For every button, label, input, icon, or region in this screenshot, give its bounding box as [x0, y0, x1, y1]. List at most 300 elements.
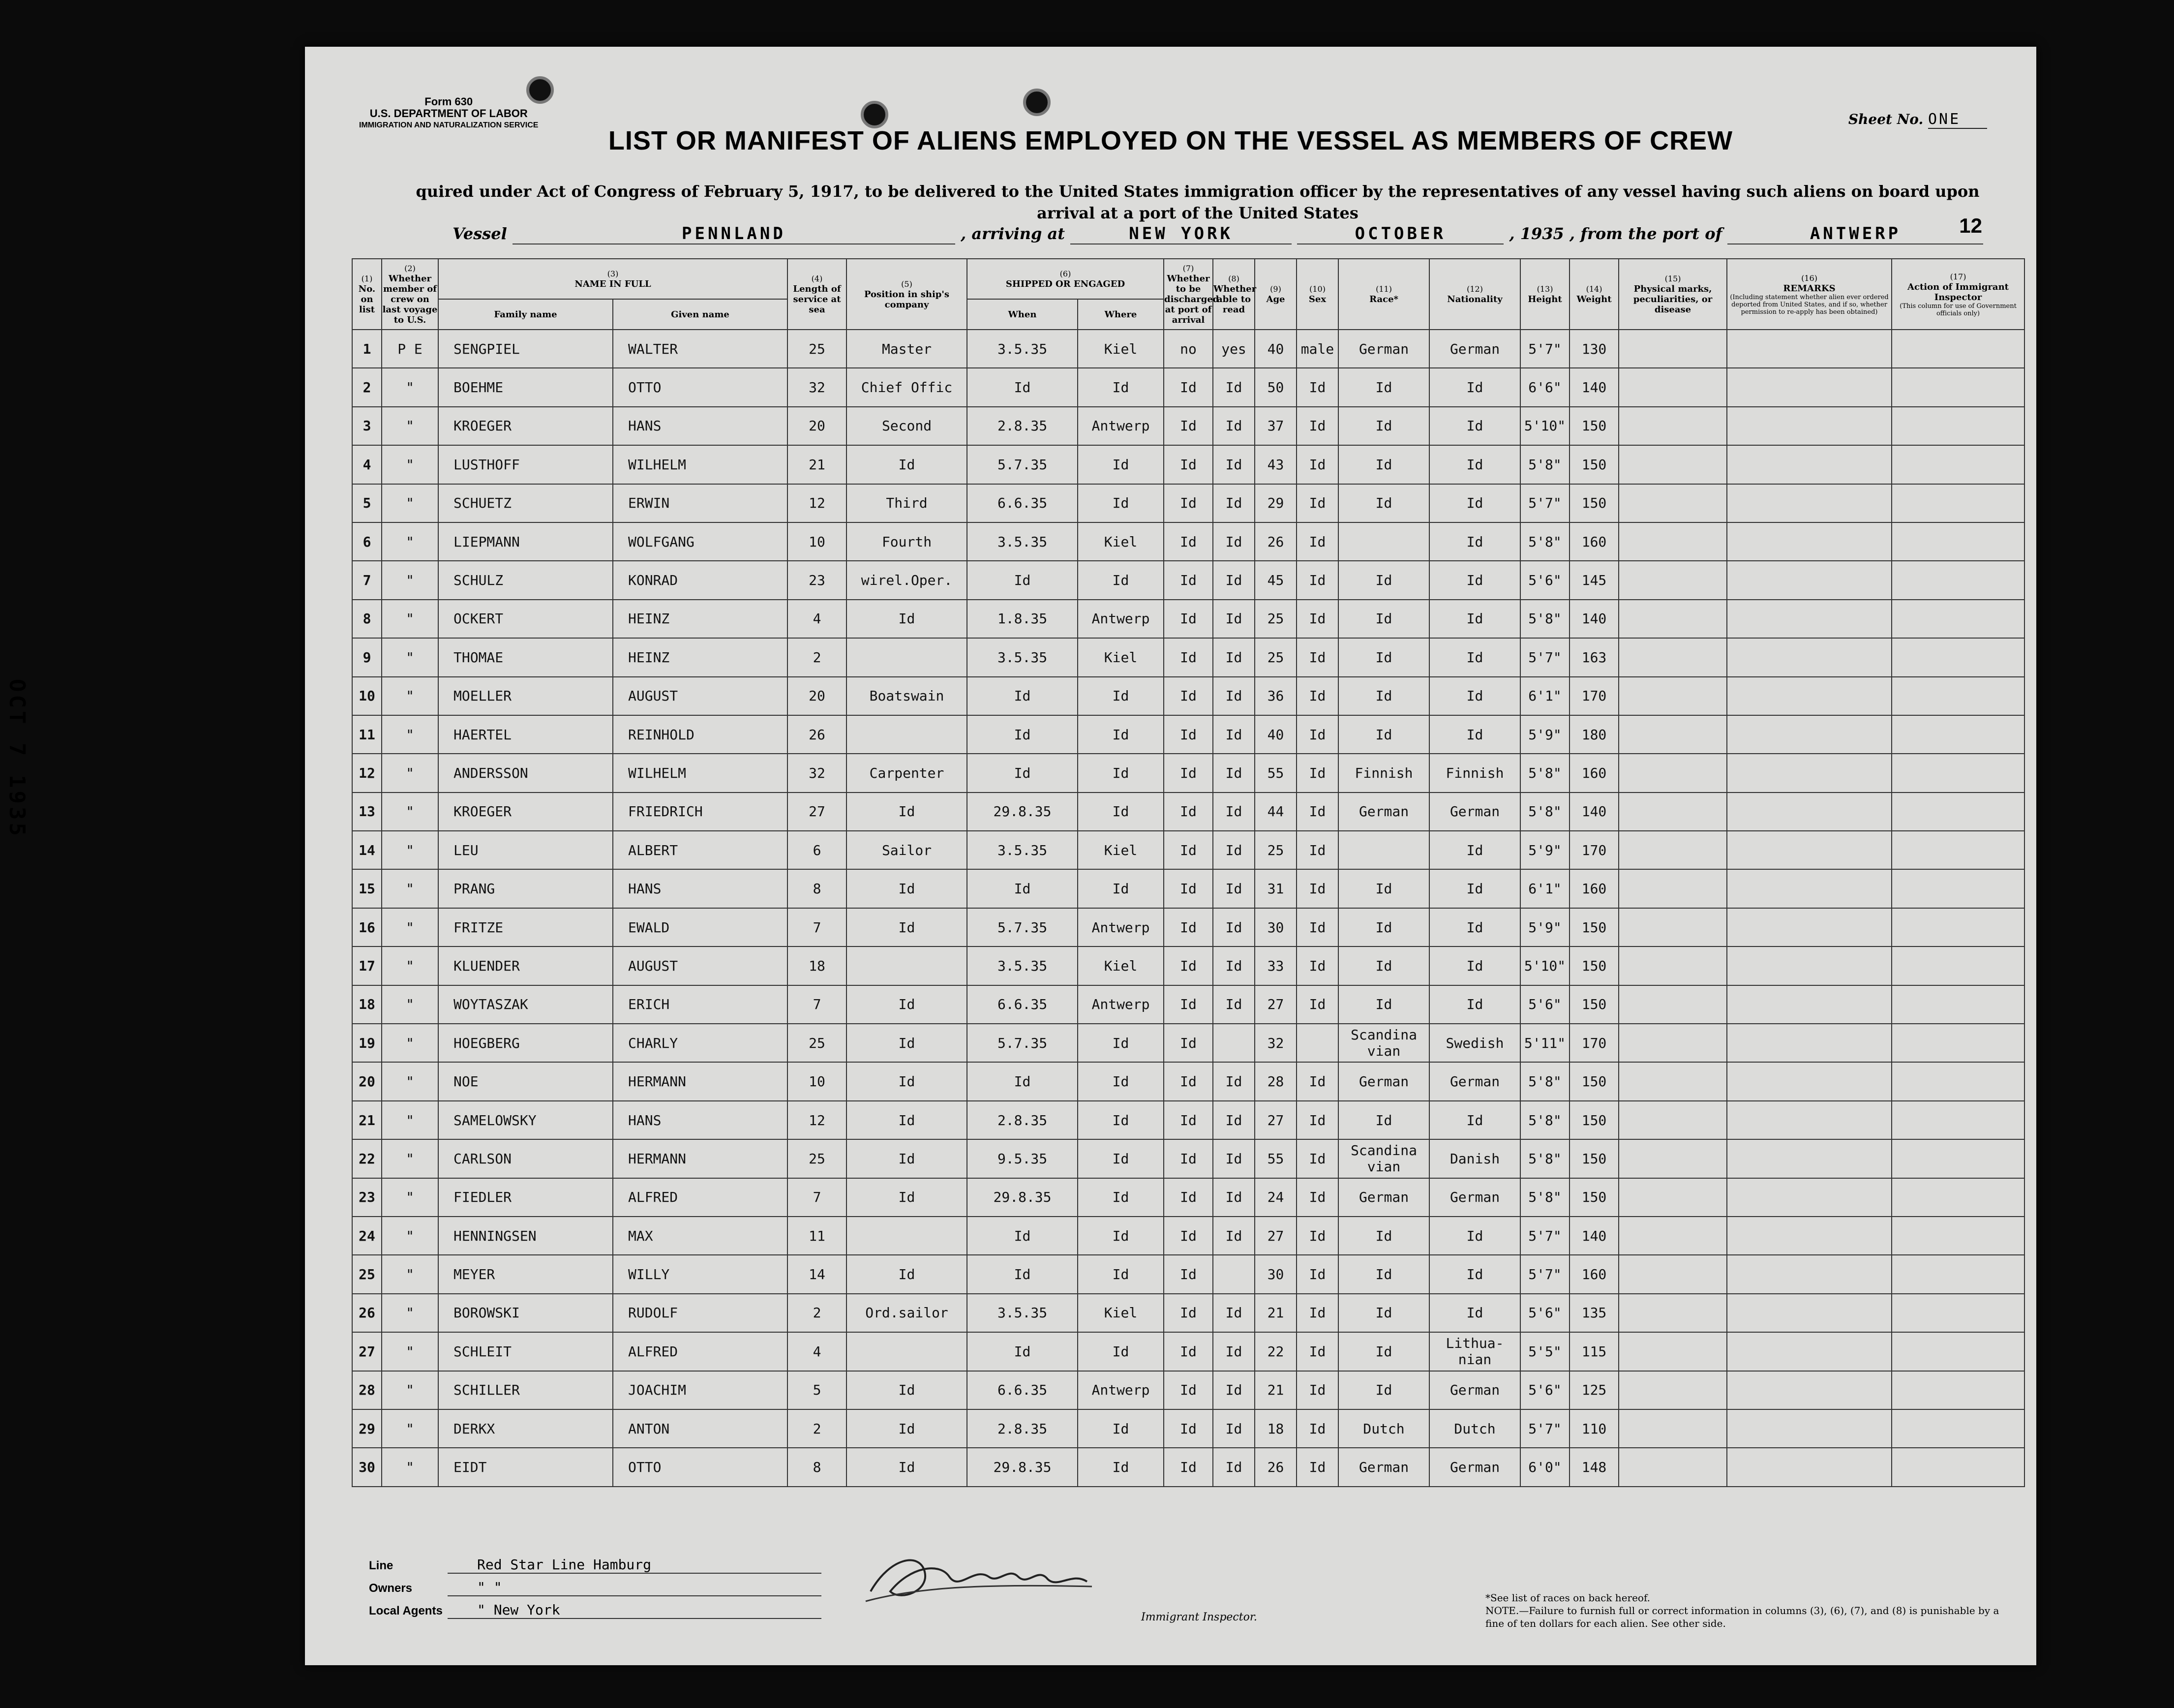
cell-race: German — [1338, 330, 1429, 368]
cell-given: AUGUST — [613, 946, 787, 985]
cell-prev: " — [382, 522, 438, 561]
cell-where: Antwerp — [1078, 407, 1164, 445]
cell-remarks — [1727, 638, 1892, 676]
cell-sex: Id — [1297, 985, 1338, 1024]
cell-when: 3.5.35 — [967, 1294, 1078, 1332]
cell-nationality: German — [1429, 1371, 1520, 1409]
cell-race: Finnish — [1338, 754, 1429, 792]
cell-action — [1892, 1294, 2024, 1332]
cell-service: 25 — [787, 1139, 846, 1178]
cell-height: 5'9" — [1520, 715, 1570, 754]
cell-where: Kiel — [1078, 946, 1164, 985]
table-row — [352, 1024, 2024, 1062]
cell-no: 24 — [352, 1217, 382, 1255]
cell-when: Id — [967, 1062, 1078, 1100]
cell-sex: Id — [1297, 869, 1338, 908]
cell-race: Id — [1338, 561, 1429, 599]
cell-no: 23 — [352, 1178, 382, 1217]
cell-age: 44 — [1255, 793, 1297, 831]
cell-nationality: Id — [1429, 1294, 1520, 1332]
cell-given: WILHELM — [613, 445, 787, 484]
cell-height: 5'6" — [1520, 1294, 1570, 1332]
cell-marks — [1619, 1332, 1727, 1371]
cell-action — [1892, 1024, 2024, 1062]
cell-age: 30 — [1255, 908, 1297, 946]
cell-weight: 160 — [1570, 1255, 1619, 1293]
cell-weight: 140 — [1570, 793, 1619, 831]
cell-weight: 150 — [1570, 1062, 1619, 1100]
table-row — [352, 1139, 2024, 1178]
cell-sex: Id — [1297, 638, 1338, 676]
table-row — [352, 831, 2024, 869]
cell-weight: 160 — [1570, 754, 1619, 792]
cell-prev: " — [382, 1448, 438, 1486]
cell-discharged: Id — [1164, 368, 1213, 406]
cell-weight: 140 — [1570, 1217, 1619, 1255]
cell-age: 33 — [1255, 946, 1297, 985]
cell-race: Id — [1338, 677, 1429, 715]
cell-read: Id — [1213, 368, 1255, 406]
cell-prev: " — [382, 484, 438, 522]
cell-position: Fourth — [846, 522, 967, 561]
cell-sex: Id — [1297, 1217, 1338, 1255]
cell-service: 8 — [787, 1448, 846, 1486]
cell-race: German — [1338, 1062, 1429, 1100]
cell-nationality: Id — [1429, 1101, 1520, 1139]
cell-remarks — [1727, 831, 1892, 869]
cell-height: 5'8" — [1520, 793, 1570, 831]
cell-prev: " — [382, 1409, 438, 1448]
cell-weight: 150 — [1570, 484, 1619, 522]
cell-where: Id — [1078, 754, 1164, 792]
cell-when: 5.7.35 — [967, 1024, 1078, 1062]
cell-height: 5'7" — [1520, 484, 1570, 522]
cell-read: Id — [1213, 677, 1255, 715]
cell-height: 5'9" — [1520, 908, 1570, 946]
cell-action — [1892, 1332, 2024, 1371]
cell-position: Id — [846, 869, 967, 908]
cell-action — [1892, 638, 2024, 676]
cell-where: Antwerp — [1078, 1371, 1164, 1409]
cell-position: Id — [846, 1024, 967, 1062]
cell-race — [1338, 831, 1429, 869]
cell-remarks — [1727, 1294, 1892, 1332]
page-number: 12 — [1959, 214, 1982, 237]
cell-given: HANS — [613, 869, 787, 908]
cell-weight: 135 — [1570, 1294, 1619, 1332]
cell-discharged: Id — [1164, 1332, 1213, 1371]
cell-action — [1892, 1062, 2024, 1100]
vessel-label: Vessel — [453, 224, 507, 243]
cell-race: Id — [1338, 368, 1429, 406]
cell-position: Carpenter — [846, 754, 967, 792]
cell-remarks — [1727, 1255, 1892, 1293]
cell-sex: Id — [1297, 1371, 1338, 1409]
cell-weight: 140 — [1570, 600, 1619, 638]
cell-age: 28 — [1255, 1062, 1297, 1100]
cell-no: 1 — [352, 330, 382, 368]
cell-marks — [1619, 1255, 1727, 1293]
cell-when: 2.8.35 — [967, 407, 1078, 445]
cell-when: 29.8.35 — [967, 1448, 1078, 1486]
cell-position: Id — [846, 985, 967, 1024]
crew-table — [352, 258, 2025, 1487]
cell-remarks — [1727, 368, 1892, 406]
cell-race: Id — [1338, 407, 1429, 445]
service: IMMIGRATION AND NATURALIZATION SERVICE — [359, 121, 539, 129]
cell-height: 5'10" — [1520, 407, 1570, 445]
cell-discharged: Id — [1164, 561, 1213, 599]
cell-discharged: Id — [1164, 1294, 1213, 1332]
inspector-label: Immigrant Inspector. — [1141, 1611, 1257, 1623]
col-shipped-header: (6) SHIPPED OR ENGAGED — [967, 259, 1164, 299]
cell-race: Id — [1338, 1332, 1429, 1371]
cell-family: HOEGBERG — [438, 1024, 613, 1062]
cell-prev: " — [382, 1139, 438, 1178]
cell-nationality: Id — [1429, 715, 1520, 754]
cell-age: 43 — [1255, 445, 1297, 484]
cell-read: Id — [1213, 1409, 1255, 1448]
cell-age: 32 — [1255, 1024, 1297, 1062]
cell-given: OTTO — [613, 1448, 787, 1486]
cell-sex: Id — [1297, 1294, 1338, 1332]
cell-family: PRANG — [438, 869, 613, 908]
cell-given: HANS — [613, 1101, 787, 1139]
cell-when: Id — [967, 561, 1078, 599]
table-row — [352, 638, 2024, 676]
cell-when: 2.8.35 — [967, 1101, 1078, 1139]
cell-discharged: Id — [1164, 522, 1213, 561]
cell-action — [1892, 407, 2024, 445]
cell-marks — [1619, 831, 1727, 869]
cell-position: Second — [846, 407, 967, 445]
cell-action — [1892, 908, 2024, 946]
cell-age: 29 — [1255, 484, 1297, 522]
table-row — [352, 1101, 2024, 1139]
cell-remarks — [1727, 1178, 1892, 1217]
cell-height: 5'10" — [1520, 946, 1570, 985]
cell-race: Id — [1338, 600, 1429, 638]
cell-sex — [1297, 1024, 1338, 1062]
cell-discharged: Id — [1164, 638, 1213, 676]
cell-discharged: Id — [1164, 484, 1213, 522]
cell-discharged: Id — [1164, 946, 1213, 985]
arrival-date: OCTOBER — [1297, 224, 1504, 244]
col-action-header: (17) Action of Immigrant Inspector (This column for use of Government officials only) — [1892, 259, 2024, 330]
cell-discharged: Id — [1164, 600, 1213, 638]
cell-prev: " — [382, 946, 438, 985]
col-no-header: (1) No. on list — [352, 259, 382, 330]
cell-marks — [1619, 985, 1727, 1024]
cell-read: Id — [1213, 600, 1255, 638]
cell-service: 4 — [787, 600, 846, 638]
cell-action — [1892, 831, 2024, 869]
cell-discharged: Id — [1164, 1255, 1213, 1293]
cell-height: 5'8" — [1520, 1101, 1570, 1139]
cell-service: 11 — [787, 1217, 846, 1255]
cell-race: Scandina vian — [1338, 1024, 1429, 1062]
cell-action — [1892, 600, 2024, 638]
cell-marks — [1619, 638, 1727, 676]
cell-weight: 170 — [1570, 1024, 1619, 1062]
cell-sex: Id — [1297, 368, 1338, 406]
cell-marks — [1619, 908, 1727, 946]
cell-prev: " — [382, 1101, 438, 1139]
cell-sex: male — [1297, 330, 1338, 368]
cell-no: 8 — [352, 600, 382, 638]
cell-marks — [1619, 445, 1727, 484]
table-row — [352, 330, 2024, 368]
cell-weight: 170 — [1570, 677, 1619, 715]
cell-action — [1892, 1448, 2024, 1486]
cell-discharged: Id — [1164, 1139, 1213, 1178]
cell-marks — [1619, 330, 1727, 368]
cell-no: 14 — [352, 831, 382, 869]
cell-family: EIDT — [438, 1448, 613, 1486]
cell-where: Kiel — [1078, 330, 1164, 368]
cell-given: KONRAD — [613, 561, 787, 599]
cell-sex: Id — [1297, 1101, 1338, 1139]
cell-marks — [1619, 1448, 1727, 1486]
cell-given: FRIEDRICH — [613, 793, 787, 831]
cell-discharged: Id — [1164, 754, 1213, 792]
cell-given: WOLFGANG — [613, 522, 787, 561]
cell-prev: " — [382, 1217, 438, 1255]
inspector-signature — [861, 1537, 1097, 1611]
cell-prev: " — [382, 1332, 438, 1371]
cell-marks — [1619, 754, 1727, 792]
cell-where: Id — [1078, 445, 1164, 484]
cell-action — [1892, 445, 2024, 484]
cell-no: 25 — [352, 1255, 382, 1293]
cell-family: SCHLEIT — [438, 1332, 613, 1371]
cell-remarks — [1727, 1448, 1892, 1486]
cell-weight: 160 — [1570, 522, 1619, 561]
cell-service: 7 — [787, 908, 846, 946]
cell-remarks — [1727, 908, 1892, 946]
cell-family: KROEGER — [438, 407, 613, 445]
cell-marks — [1619, 869, 1727, 908]
cell-given: ERWIN — [613, 484, 787, 522]
cell-remarks — [1727, 1024, 1892, 1062]
col-family-header: Family name — [438, 299, 613, 330]
owners-label: Owners — [369, 1582, 413, 1595]
from-port: ANTWERP — [1727, 224, 1983, 244]
cell-when: 29.8.35 — [967, 1178, 1078, 1217]
table-row — [352, 445, 2024, 484]
cell-when: 6.6.35 — [967, 1371, 1078, 1409]
col-name-header: (3) NAME IN FULL — [438, 259, 787, 299]
cell-position: Master — [846, 330, 967, 368]
penalty-note: NOTE.—Failure to furnish full or correct information in columns (3), (6), (7), and (8) is punishable by a fine of ten dollars for each alien. See other side. — [1485, 1605, 1999, 1629]
agents-label: Local Agents — [369, 1604, 443, 1617]
cell-discharged: Id — [1164, 1062, 1213, 1100]
vessel-name: PENNLAND — [513, 224, 955, 244]
cell-given: CHARLY — [613, 1024, 787, 1062]
cell-family: HAERTEL — [438, 715, 613, 754]
cell-prev: " — [382, 793, 438, 831]
col-nationality-header: (12) Nationality — [1429, 259, 1520, 330]
cell-age: 50 — [1255, 368, 1297, 406]
footer-notes — [1485, 1591, 2002, 1630]
cell-nationality: Id — [1429, 522, 1520, 561]
cell-position: Id — [846, 1139, 967, 1178]
cell-where: Id — [1078, 561, 1164, 599]
cell-nationality: Id — [1429, 600, 1520, 638]
line-value: Red Star Line Hamburg — [448, 1556, 821, 1574]
cell-action — [1892, 985, 2024, 1024]
document-title: LIST OR MANIFEST OF ALIENS EMPLOYED ON THE VESSEL AS MEMBERS OF CREW — [608, 126, 1733, 155]
cell-when: Id — [967, 1217, 1078, 1255]
cell-given: ANTON — [613, 1409, 787, 1448]
cell-marks — [1619, 1139, 1727, 1178]
cell-position: Id — [846, 600, 967, 638]
cell-family: HENNINGSEN — [438, 1217, 613, 1255]
cell-read — [1213, 1255, 1255, 1293]
cell-weight: 150 — [1570, 1101, 1619, 1139]
cell-family: BOROWSKI — [438, 1294, 613, 1332]
cell-position — [846, 1217, 967, 1255]
cell-sex: Id — [1297, 1448, 1338, 1486]
cell-where: Id — [1078, 1217, 1164, 1255]
cell-when: 9.5.35 — [967, 1139, 1078, 1178]
cell-read: Id — [1213, 1101, 1255, 1139]
table-row — [352, 1062, 2024, 1100]
cell-read: Id — [1213, 869, 1255, 908]
cell-prev: " — [382, 368, 438, 406]
cell-prev: " — [382, 407, 438, 445]
cell-no: 16 — [352, 908, 382, 946]
cell-height: 5'7" — [1520, 330, 1570, 368]
cell-remarks — [1727, 1217, 1892, 1255]
cell-discharged: Id — [1164, 1101, 1213, 1139]
table-row — [352, 1178, 2024, 1217]
cell-nationality: Swedish — [1429, 1024, 1520, 1062]
cell-remarks — [1727, 715, 1892, 754]
cell-race: Id — [1338, 869, 1429, 908]
cell-height: 6'6" — [1520, 368, 1570, 406]
table-row — [352, 522, 2024, 561]
cell-nationality: Id — [1429, 677, 1520, 715]
cell-family: ANDERSSON — [438, 754, 613, 792]
cell-race: Id — [1338, 715, 1429, 754]
cell-where: Antwerp — [1078, 908, 1164, 946]
cell-given: WILHELM — [613, 754, 787, 792]
cell-weight: 163 — [1570, 638, 1619, 676]
sheet-value: ONE — [1928, 111, 1987, 129]
cell-nationality: German — [1429, 1178, 1520, 1217]
cell-action — [1892, 484, 2024, 522]
cell-race: Id — [1338, 445, 1429, 484]
cell-service: 18 — [787, 946, 846, 985]
header-row — [352, 259, 2024, 299]
table-row — [352, 1448, 2024, 1486]
cell-given: WILLY — [613, 1255, 787, 1293]
cell-sex: Id — [1297, 793, 1338, 831]
cell-remarks — [1727, 522, 1892, 561]
cell-action — [1892, 561, 2024, 599]
cell-when: Id — [967, 368, 1078, 406]
cell-weight: 148 — [1570, 1448, 1619, 1486]
cell-sex: Id — [1297, 407, 1338, 445]
cell-service: 27 — [787, 793, 846, 831]
cell-position — [846, 715, 967, 754]
cell-height: 5'6" — [1520, 1371, 1570, 1409]
table-row — [352, 1371, 2024, 1409]
cell-height: 5'8" — [1520, 445, 1570, 484]
cell-read — [1213, 1024, 1255, 1062]
cell-service: 20 — [787, 407, 846, 445]
cell-weight: 150 — [1570, 1178, 1619, 1217]
col-when-header: When — [967, 299, 1078, 330]
cell-no: 5 — [352, 484, 382, 522]
cell-marks — [1619, 1217, 1727, 1255]
cell-sex: Id — [1297, 1062, 1338, 1100]
cell-age: 40 — [1255, 715, 1297, 754]
cell-race: Id — [1338, 1371, 1429, 1409]
races-note: *See list of races on back hereof. — [1485, 1592, 1651, 1604]
cell-prev: " — [382, 1024, 438, 1062]
cell-when: 5.7.35 — [967, 908, 1078, 946]
date-stamp: OCT 7 1935 — [4, 679, 30, 839]
cell-given: WALTER — [613, 330, 787, 368]
cell-prev: " — [382, 445, 438, 484]
cell-where: Antwerp — [1078, 985, 1164, 1024]
cell-age: 45 — [1255, 561, 1297, 599]
cell-discharged: no — [1164, 330, 1213, 368]
cell-service: 20 — [787, 677, 846, 715]
cell-no: 30 — [352, 1448, 382, 1486]
col-remarks-header: (16) REMARKS (Including statement whether alien ever ordered deported from United States, and if so, whether permission to re-apply has been obtained) — [1727, 259, 1892, 330]
cell-age: 55 — [1255, 754, 1297, 792]
col-height-header: (13) Height — [1520, 259, 1570, 330]
cell-age: 18 — [1255, 1409, 1297, 1448]
cell-weight: 130 — [1570, 330, 1619, 368]
cell-marks — [1619, 1294, 1727, 1332]
cell-height: 5'7" — [1520, 1255, 1570, 1293]
punch-hole — [1023, 89, 1051, 116]
line-label: Line — [369, 1559, 393, 1572]
cell-no: 22 — [352, 1139, 382, 1178]
cell-prev: " — [382, 985, 438, 1024]
cell-weight: 150 — [1570, 985, 1619, 1024]
cell-prev: " — [382, 1062, 438, 1100]
table-row — [352, 869, 2024, 908]
cell-position: Boatswain — [846, 677, 967, 715]
table-row — [352, 793, 2024, 831]
cell-age: 25 — [1255, 831, 1297, 869]
table-row — [352, 600, 2024, 638]
cell-position — [846, 638, 967, 676]
cell-read: Id — [1213, 1062, 1255, 1100]
cell-action — [1892, 869, 2024, 908]
cell-where: Id — [1078, 484, 1164, 522]
footer — [369, 1555, 821, 1622]
cell-given: RUDOLF — [613, 1294, 787, 1332]
punch-hole — [861, 101, 888, 128]
col-race-header: (11) Race* — [1338, 259, 1429, 330]
cell-discharged: Id — [1164, 831, 1213, 869]
cell-service: 26 — [787, 715, 846, 754]
cell-no: 20 — [352, 1062, 382, 1100]
cell-family: FRITZE — [438, 908, 613, 946]
cell-discharged: Id — [1164, 1448, 1213, 1486]
cell-remarks — [1727, 1332, 1892, 1371]
cell-sex: Id — [1297, 754, 1338, 792]
cell-remarks — [1727, 445, 1892, 484]
cell-when: 3.5.35 — [967, 522, 1078, 561]
cell-no: 27 — [352, 1332, 382, 1371]
